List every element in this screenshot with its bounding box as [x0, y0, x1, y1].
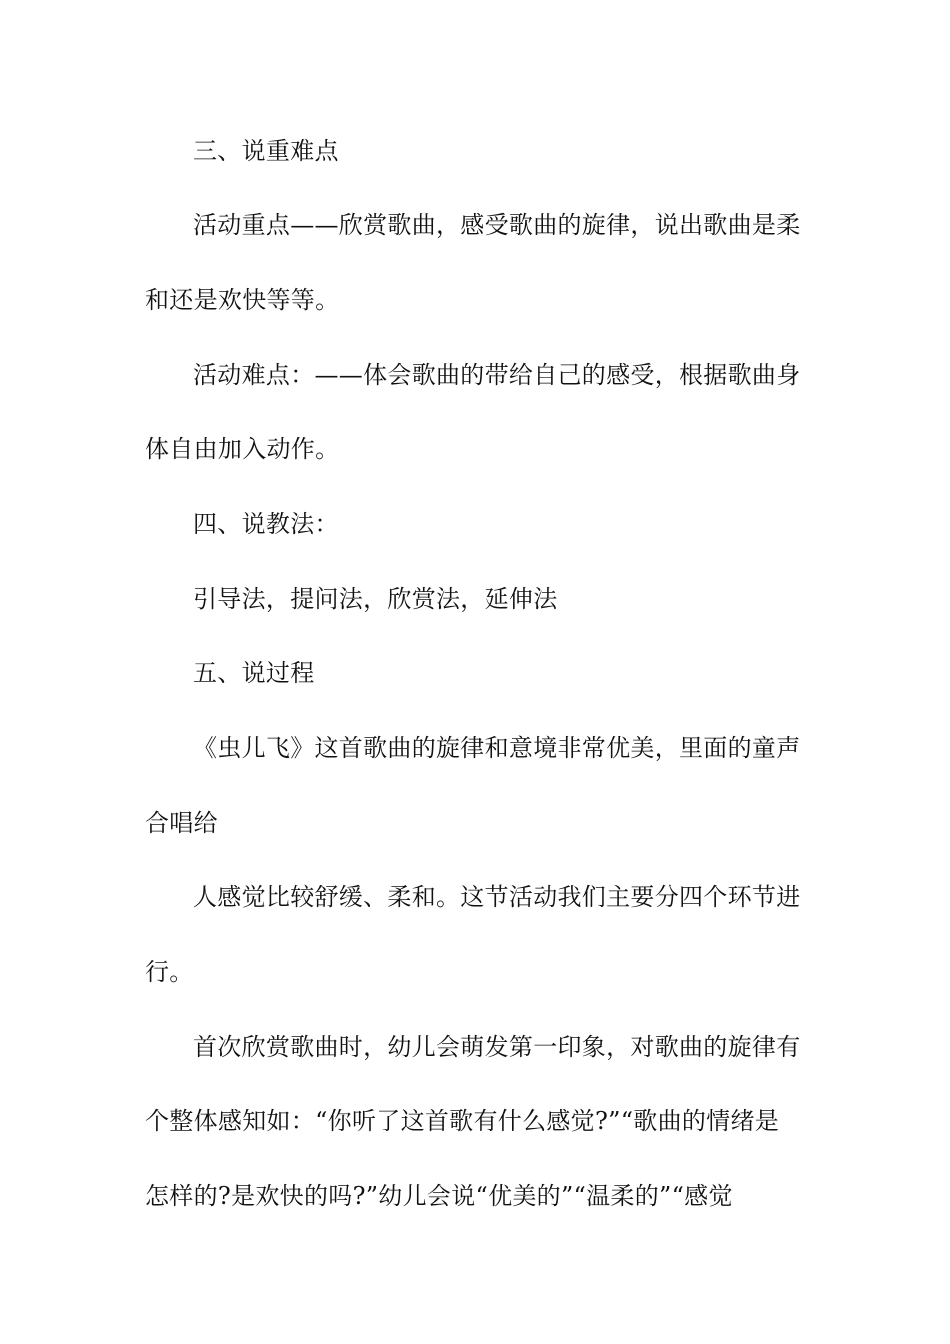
- paragraph-line: 个整体感知如：“你听了这首歌有什么感觉?”“歌曲的情绪是: [145, 1107, 780, 1135]
- section-heading-key-points: 三、说重难点: [193, 137, 339, 165]
- paragraph-line: 活动难点：——体会歌曲的带给自己的感受，根据歌曲身: [193, 361, 801, 389]
- paragraph-line: 活动重点——欣赏歌曲，感受歌曲的旋律，说出歌曲是柔: [193, 211, 801, 239]
- paragraph-line: 怎样的?是欢快的吗?”幼儿会说“优美的”“温柔的”“感觉: [145, 1182, 733, 1210]
- paragraph-line: 体自由加入动作。: [145, 435, 340, 463]
- paragraph-line: 首次欣赏歌曲时，幼儿会萌发第一印象，对歌曲的旋律有: [193, 1033, 801, 1061]
- section-heading-process: 五、说过程: [193, 659, 315, 687]
- paragraph-line: 行。: [145, 958, 194, 986]
- paragraph-line: 《虫儿飞》这首歌曲的旋律和意境非常优美，里面的童声: [193, 734, 801, 762]
- paragraph-line: 引导法，提问法，欣赏法，延伸法: [193, 585, 558, 613]
- paragraph-line: 合唱给: [145, 809, 218, 837]
- section-heading-teaching-methods: 四、说教法：: [193, 510, 339, 538]
- paragraph-line: 和还是欢快等等。: [145, 286, 340, 314]
- paragraph-line: 人感觉比较舒缓、柔和。这节活动我们主要分四个环节进: [193, 883, 801, 911]
